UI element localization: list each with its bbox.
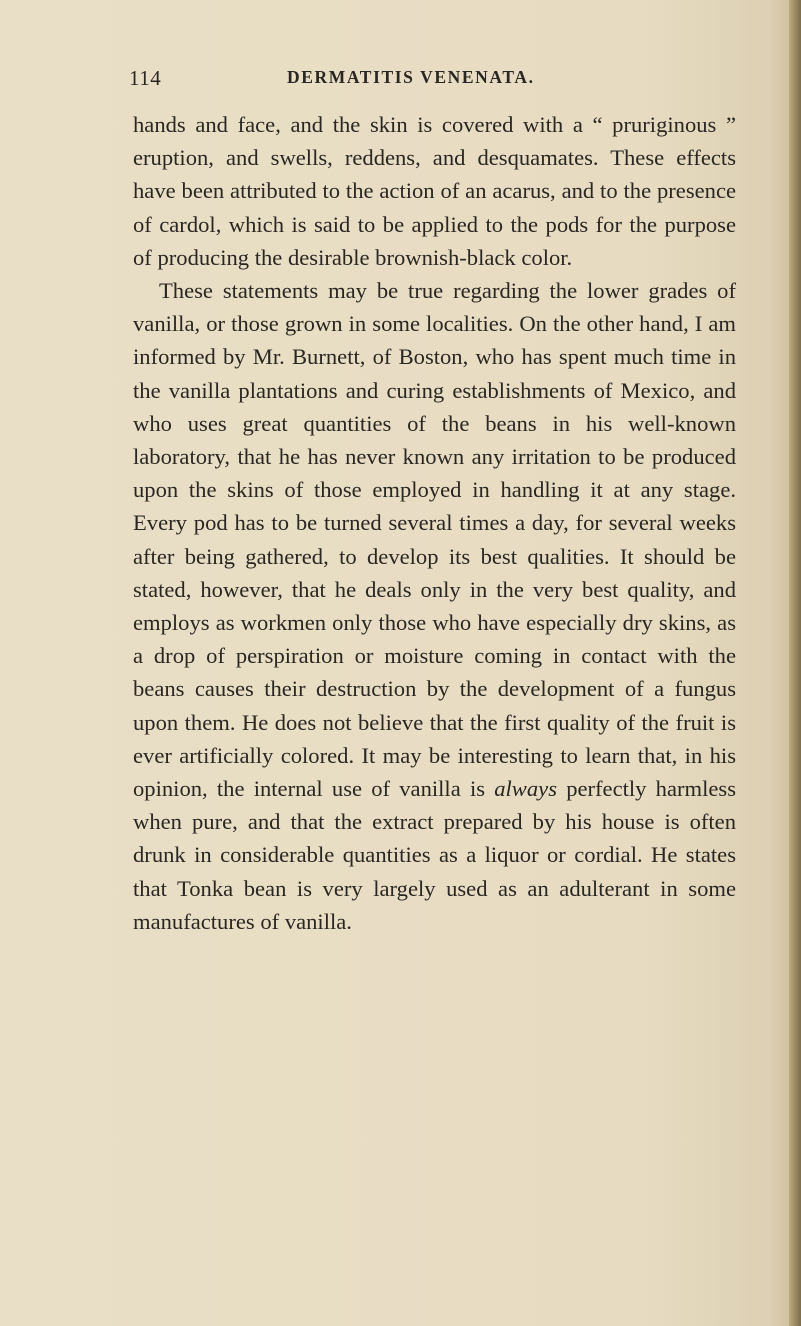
page-header <box>129 66 726 96</box>
body-text <box>133 108 736 938</box>
page-edge-shadow <box>789 0 801 1326</box>
running-head: DERMATITIS VENENATA. <box>287 67 535 87</box>
page-number: 114 <box>129 66 162 90</box>
paragraph-2-text-after: perfectly harmless when pure, and that the extract prepared by his house is often drunk in considerable quantities as a liquor or cordial. He states that Tonka bean is very largely used as an adulterant in some manufactures of vanilla. <box>133 776 736 934</box>
paragraph-2-emphasis: always <box>494 776 557 802</box>
paragraph-1: hands and face, and the skin is covered with a “ pruriginous ” eruption, and swells, reddens, and desquamates. These effects have been attributed to the action of an acarus, and to the presence of cardol, which is said to be applied to the pods for the purpose of producing the desirable brownish-black color. <box>133 112 736 270</box>
paragraph-2 <box>133 274 736 938</box>
paragraph-2-text-before: These statements may be true regarding the lower grades of vanilla, or those grown in some localities. On the other hand, I am informed by Mr. Burnett, of Boston, who has spent much time in the vanilla plantations and curing establishments of Mexico, and who uses great quantities of the beans in his well-known laboratory, that he has never known any irritation to be produced upon the skins of those employed in handling it at any stage. Every pod has to be turned several times a day, for several weeks after being gathered, to develop its best qualities. It should be stated, however, that he deals only in the very best quality, and employs as workmen only those who have especially dry skins, as a drop of perspiration or moisture coming in contact with the beans causes their destruction by the development of a fungus upon them. He does not believe that the first quality of the fruit is ever artificially colored. It may be interesting to learn that, in his opinion, the internal use of vanilla is <box>133 278 736 802</box>
